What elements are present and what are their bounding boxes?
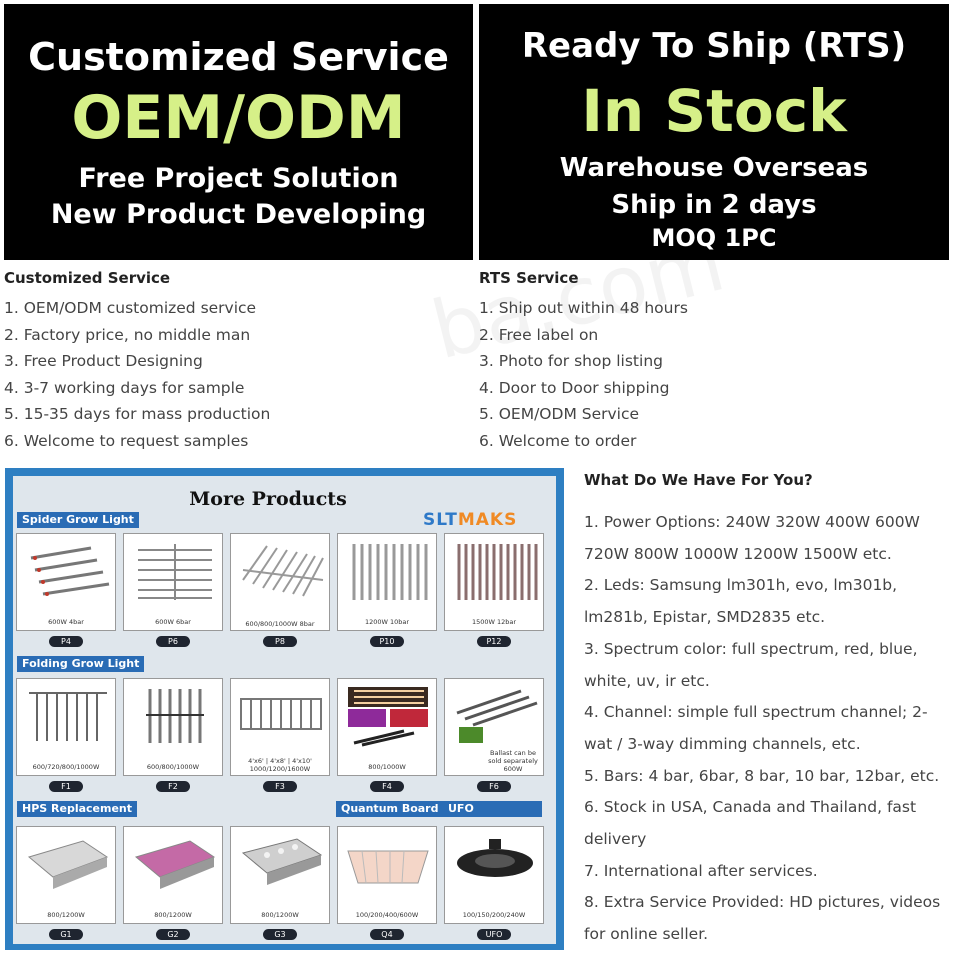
list-item: 4. 3-7 working days for sample <box>4 378 245 397</box>
product-tile-p4[interactable] <box>16 533 116 631</box>
rts-banner <box>479 4 949 260</box>
hps-g1-image <box>23 833 111 895</box>
product-code-badge: F1 <box>49 781 83 792</box>
product-code-badge: F2 <box>156 781 190 792</box>
folding-f4-image <box>344 685 432 747</box>
product-tile-g3[interactable] <box>230 826 330 924</box>
banner-right-line5: MOQ 1PC <box>651 224 777 252</box>
section-label-folding: Folding Grow Light <box>17 656 144 672</box>
product-code-badge: P12 <box>477 636 511 647</box>
list-item: 1. Ship out within 48 hours <box>479 299 688 317</box>
list-item: 6. Welcome to request samples <box>4 431 249 450</box>
hps-g2-image <box>130 833 218 895</box>
product-tile-p8[interactable] <box>230 533 330 631</box>
list-item: 2. Free label on <box>479 325 599 344</box>
banner-left-line3: Free Project Solution <box>78 163 399 194</box>
product-code-badge: P8 <box>263 636 297 647</box>
product-caption: 800/1000W <box>368 763 406 771</box>
section-label-spider: Spider Grow Light <box>17 512 139 528</box>
banner-left-line4: New Product Developing <box>50 199 427 230</box>
rts-service-list <box>479 295 688 455</box>
list-item: 1. OEM/ODM customized service <box>4 299 257 317</box>
product-code-badge: G3 <box>263 929 297 940</box>
list-item: 5. 15-35 days for mass production <box>4 405 271 424</box>
list-item: 4. Door to Door shipping <box>479 378 670 397</box>
product-caption: 600/720/800/1000W <box>32 763 100 771</box>
product-tile-g1[interactable] <box>16 826 116 924</box>
banner-right-line2: In Stock <box>581 77 847 145</box>
spider-10bar-image <box>344 540 432 602</box>
list-item: 4. Channel: simple full spectrum channel; 2-wat / 3-way dimming channels, etc. <box>584 703 928 753</box>
banner-right-line3: Warehouse Overseas <box>559 153 869 183</box>
product-code-badge: F6 <box>477 781 511 792</box>
more-products-title: More Products <box>189 488 347 510</box>
product-caption: 1200W 10bar <box>364 618 410 626</box>
section-label-ufo: UFO <box>443 801 542 817</box>
spider-6bar-image <box>130 540 218 602</box>
more-products-panel <box>5 468 564 950</box>
product-caption: 600W 4bar <box>48 618 84 626</box>
product-caption: 600/800/1000W <box>146 763 200 771</box>
folding-f2-image <box>130 685 218 747</box>
folding-f1-image <box>23 685 111 747</box>
product-caption: 100/200/400/600W <box>355 911 419 919</box>
banner-right-line4: Ship in 2 days <box>611 190 817 220</box>
product-code-badge: G2 <box>156 929 190 940</box>
product-tile-f4[interactable] <box>337 678 437 776</box>
product-tile-f1[interactable] <box>16 678 116 776</box>
what-we-have-list <box>584 507 949 951</box>
list-item: 3. Photo for shop listing <box>479 352 663 371</box>
brand-logo-part2: MAKS <box>457 510 518 530</box>
folding-f3-image <box>237 685 325 747</box>
product-code-badge: G1 <box>49 929 83 940</box>
brand-logo <box>423 510 517 530</box>
product-tile-f6[interactable] <box>444 678 544 776</box>
customized-service-banner <box>4 4 473 260</box>
product-caption: Ballast can be sold separately 600W <box>488 749 538 773</box>
product-caption: 100/150/200/240W <box>462 911 526 919</box>
product-code-badge: P10 <box>370 636 404 647</box>
list-item: 6. Stock in USA, Canada and Thailand, fast delivery <box>584 798 917 849</box>
product-caption: 800/1200W <box>47 911 85 919</box>
rts-service-title: RTS Service <box>479 269 579 287</box>
product-code-badge: Q4 <box>370 929 404 940</box>
product-code-badge: P4 <box>49 636 83 647</box>
hps-g3-image <box>237 833 325 895</box>
product-caption: 1500W 12bar <box>471 618 517 626</box>
product-code-badge: P6 <box>156 636 190 647</box>
product-tile-f2[interactable] <box>123 678 223 776</box>
product-tile-p10[interactable] <box>337 533 437 631</box>
list-item: 7. International after services. <box>584 861 818 880</box>
product-caption: 4'x6' | 4'x8' | 4'x10' 1000/1200/1600W <box>248 757 312 773</box>
list-item: 2. Factory price, no middle man <box>4 325 251 344</box>
brand-logo-part1: SLT <box>423 510 458 530</box>
folding-f6-image <box>451 685 539 747</box>
product-code-badge: F4 <box>370 781 404 792</box>
spider-4bar-image <box>23 540 111 602</box>
list-item: 5. OEM/ODM Service <box>479 405 640 424</box>
banner-right-line1: Ready To Ship (RTS) <box>521 26 907 66</box>
list-item: 1. Power Options: 240W 320W 400W 600W 720W 800W 1000W 1200W 1500W etc. <box>584 513 920 563</box>
product-caption: 800/1200W <box>261 911 299 919</box>
list-item: 5. Bars: 4 bar, 6bar, 8 bar, 10 bar, 12bar, etc. <box>584 766 940 785</box>
banner-left-line2: OEM/ODM <box>71 83 406 153</box>
product-tile-f3[interactable] <box>230 678 330 776</box>
product-tile-p6[interactable] <box>123 533 223 631</box>
customized-service-title: Customized Service <box>4 269 171 287</box>
product-caption: 600/800/1000W 8bar <box>245 620 315 628</box>
ufo-light-image <box>451 833 539 895</box>
more-products-inner <box>13 476 556 944</box>
customized-service-list <box>4 295 270 455</box>
product-tile-ufo[interactable] <box>444 826 544 924</box>
spider-12bar-image <box>451 540 539 602</box>
list-item: 6. Welcome to order <box>479 431 637 450</box>
list-item: 2. Leds: Samsung lm301h, evo, lm301b, lm281b, Epistar, SMD2835 etc. <box>584 576 898 627</box>
section-label-hps: HPS Replacement <box>17 801 137 817</box>
product-code-badge: F3 <box>263 781 297 792</box>
what-we-have-title: What Do We Have For You? <box>584 471 813 489</box>
product-tile-q4[interactable] <box>337 826 437 924</box>
product-tile-p12[interactable] <box>444 533 544 631</box>
product-caption: 600W 6bar <box>155 618 191 626</box>
banner-left-line1: Customized Service <box>28 35 449 79</box>
quantum-board-image <box>344 833 432 895</box>
product-caption: 800/1200W <box>154 911 192 919</box>
product-code-badge: UFO <box>477 929 511 940</box>
spider-8bar-image <box>237 540 325 602</box>
list-item: 8. Extra Service Provided: HD pictures, videos for online seller. <box>584 893 941 944</box>
product-tile-g2[interactable] <box>123 826 223 924</box>
section-label-quantum: Quantum Board <box>336 801 443 817</box>
list-item: 3. Free Product Designing <box>4 352 203 371</box>
list-item: 3. Spectrum color: full spectrum, red, blue, white, uv, ir etc. <box>584 639 918 690</box>
